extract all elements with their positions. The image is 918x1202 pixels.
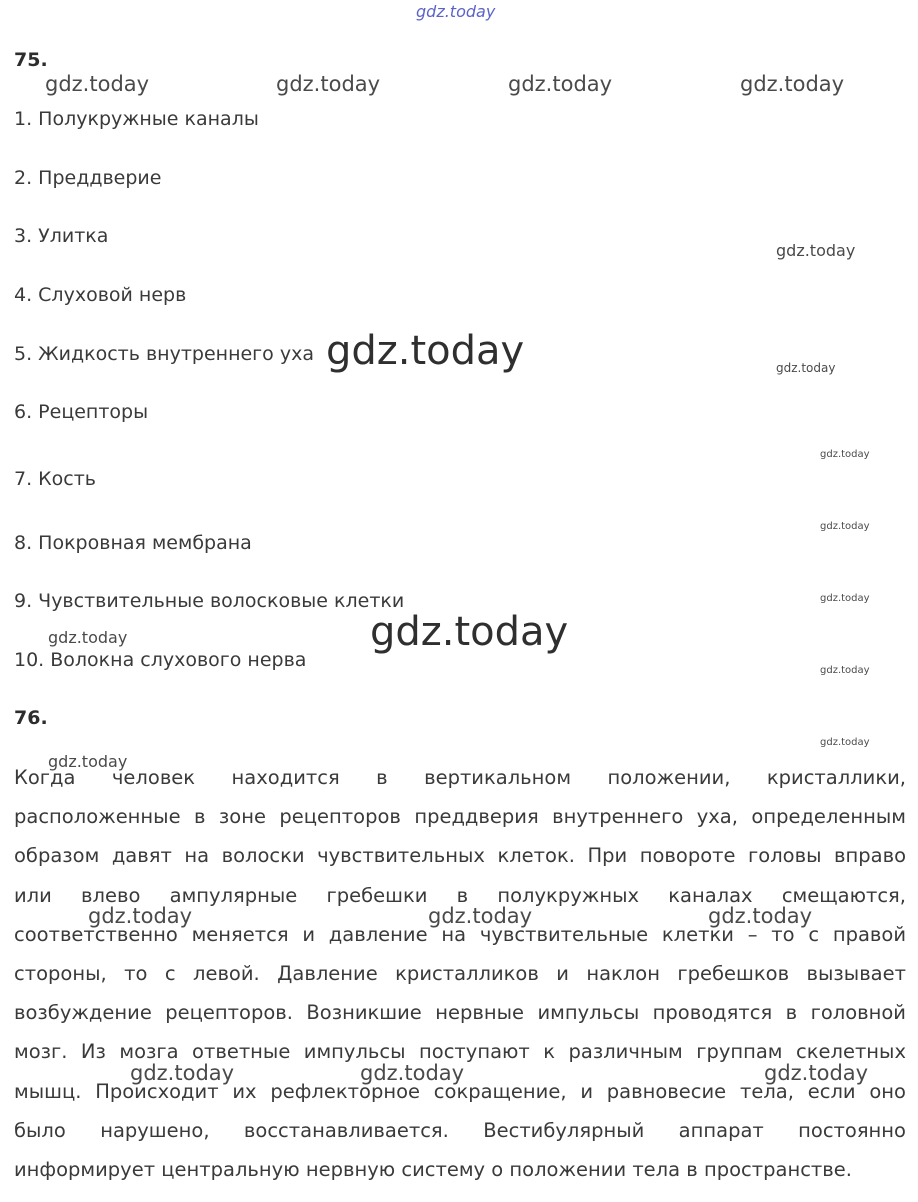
list-item: 3. Улитка (14, 225, 109, 247)
paragraph-line: образом давят на волоски чувствительных клеток. При повороте головы вправо (14, 844, 906, 868)
paragraph-line: или влево ампулярные гребешки в полукружных каналах смещаются, (14, 883, 906, 907)
watermark: gdz.today (820, 521, 870, 532)
watermark: gdz.today (776, 361, 836, 375)
list-item: 2. Преддверие (14, 167, 162, 189)
watermark: gdz.today (764, 1061, 869, 1085)
paragraph-line: стороны, то с левой. Давление кристалликов и наклон гребешков вызывает (14, 961, 906, 985)
list-item: 6. Рецепторы (14, 401, 149, 423)
watermark: gdz.today (48, 752, 128, 771)
watermark: gdz.today (276, 72, 381, 96)
task-75-number: 75. (14, 49, 48, 71)
watermark: gdz.today (508, 72, 613, 96)
paragraph-line: соответственно меняется и давление на чувствительные клетки – то с правой (14, 922, 906, 946)
list-item: 4. Слуховой нерв (14, 284, 187, 306)
task-76-number: 76. (14, 707, 48, 729)
list-item: 1. Полукружные каналы (14, 108, 259, 130)
paragraph-line: возбуждение рецепторов. Возникшие нервные импульсы проводятся в головной (14, 1001, 906, 1025)
list-item: 10. Волокна слухового нерва (14, 649, 307, 671)
paragraph-line: информирует центральную нервную систему о положении тела в пространстве. (14, 1157, 852, 1181)
watermark: gdz.today (820, 449, 870, 460)
paragraph-line: Когда человек находится в вертикальном положении, кристаллики, (14, 766, 906, 789)
list-item: 5. Жидкость внутреннего уха (14, 343, 314, 365)
paragraph-line: мышц. Происходит их рефлекторное сокращение, и равновесие тела, если оно (14, 1079, 906, 1103)
watermark: gdz.today (740, 72, 845, 96)
task-76-paragraph (14, 758, 906, 1189)
watermark: gdz.today (708, 904, 813, 928)
watermark: gdz.today (820, 737, 870, 748)
paragraph-line: мозг. Из мозга ответные импульсы поступают к различным группам скелетных (14, 1040, 906, 1064)
header-watermark: gdz.today (416, 2, 496, 21)
watermark: gdz.today (45, 72, 150, 96)
watermark: gdz.today (820, 593, 870, 604)
watermark: gdz.today (48, 628, 128, 647)
list-item: 7. Кость (14, 468, 96, 490)
list-item: 9. Чувствительные волосковые клетки (14, 590, 405, 612)
watermark: gdz.today (428, 904, 533, 928)
list-item: 8. Покровная мембрана (14, 532, 252, 554)
watermark: gdz.today (776, 241, 856, 260)
watermark: gdz.today (360, 1061, 465, 1085)
watermark-large: gdz.today (326, 328, 525, 374)
paragraph-line: расположенные в зоне рецепторов преддверия внутреннего уха, определенным (14, 805, 906, 829)
watermark: gdz.today (130, 1061, 235, 1085)
watermark-large: gdz.today (370, 609, 569, 655)
watermark: gdz.today (820, 665, 870, 676)
paragraph-line: было нарушено, восстанавливается. Вестибулярный аппарат постоянно (14, 1118, 906, 1142)
watermark: gdz.today (88, 904, 193, 928)
